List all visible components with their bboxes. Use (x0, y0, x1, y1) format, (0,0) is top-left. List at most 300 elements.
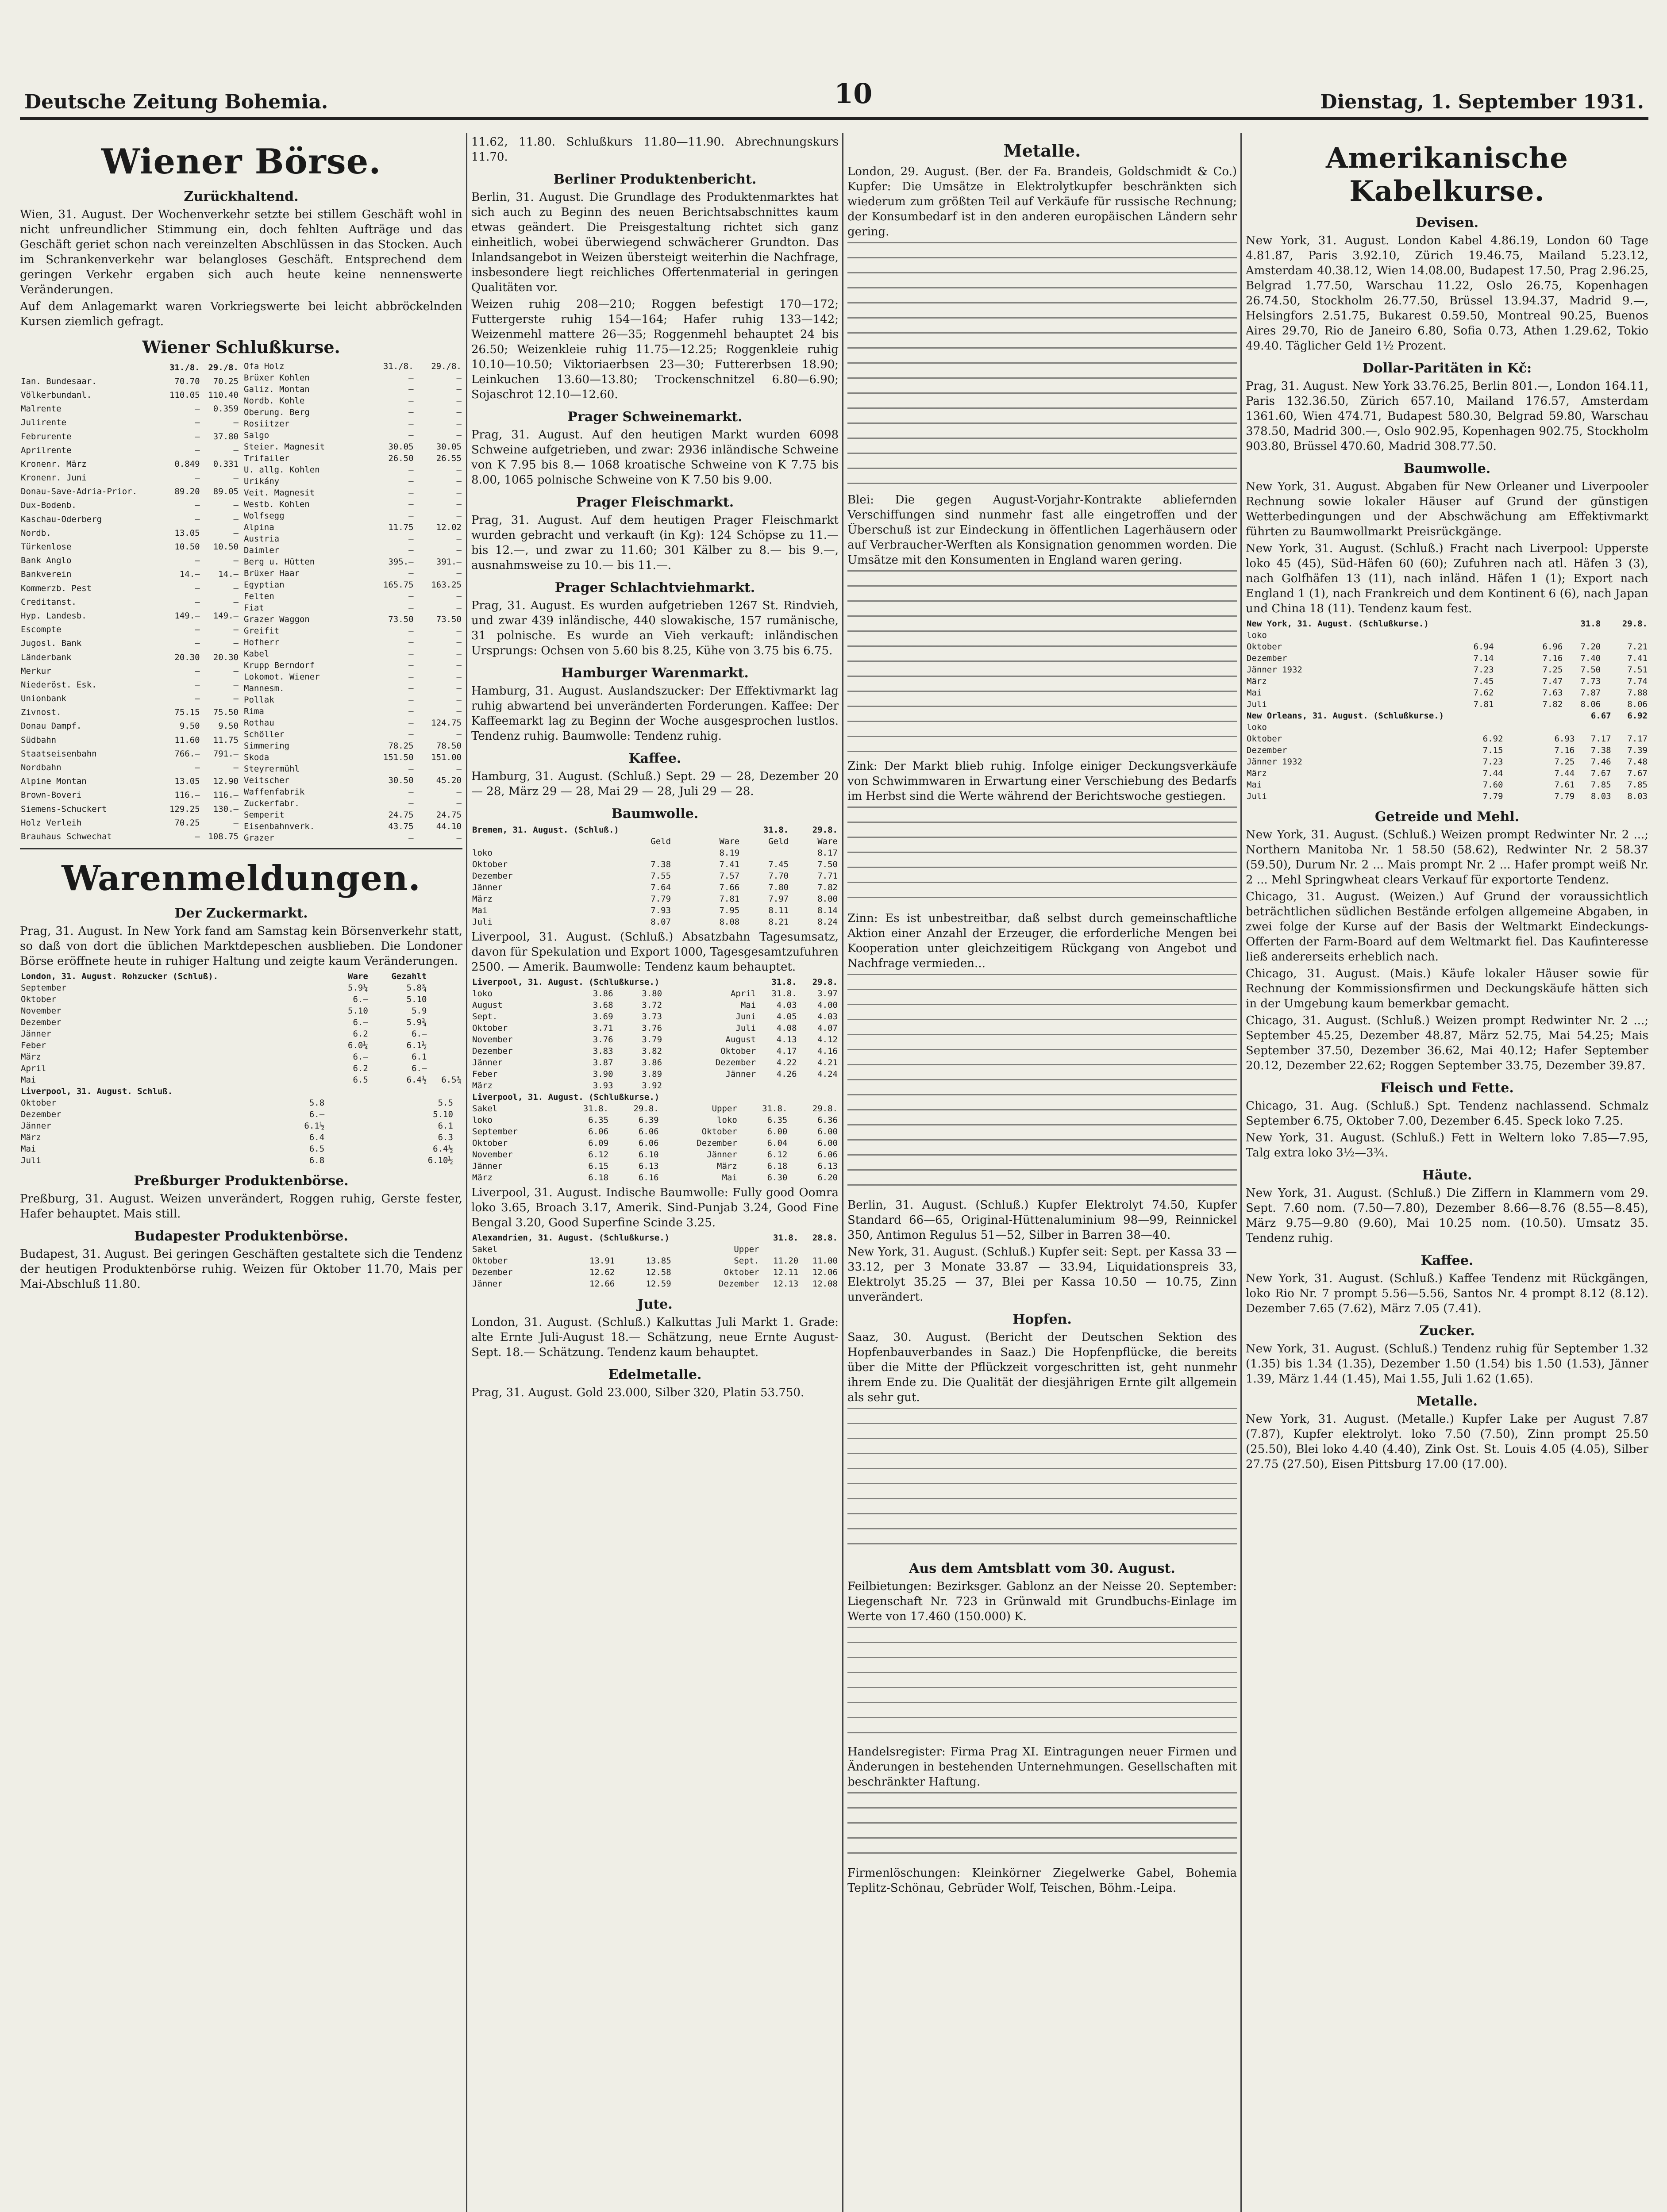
table-cell: 3.69 (593, 1012, 613, 1022)
table-cell: — (408, 373, 414, 383)
table-row (471, 1011, 839, 1022)
table-cell: Veit. Magnesit (244, 488, 315, 498)
table-row (243, 809, 462, 821)
table-header-row (1246, 710, 1648, 722)
table-cell: Krupp Berndorf (244, 661, 315, 670)
article-text: Prag, 31. August. New York 33.76.25, Berlin 801.—, London 164.11, Paris 132.36.50, Zürich 657.10, Mailand 176.57, Amsterdam 1361.60, Wien 474.71, Budapest 580.30, Belgrad 59.80, Warschau 378.50, Madrid 300.—, Oslo 902.95, Kopenhagen 902.75, Stockholm 903.80, Brüssel 470.60, Madrid 308.77.50. (1246, 380, 1648, 453)
table-cell: loko (717, 1115, 737, 1125)
table-cell: Alpina (244, 522, 274, 532)
table-cell: 6.2 (353, 1064, 368, 1073)
table-cell: Mai (1247, 780, 1262, 790)
article-text: 11.62, 11.80. Schlußkurs 11.80—11.90. Abrechnungskurs 11.70. (471, 135, 839, 164)
article-heading: Häute. (1422, 1167, 1472, 1183)
table-cell: 4.03 (776, 1000, 797, 1010)
table-cell: 6.1½ (406, 1041, 427, 1050)
table-cell: Donau Dampf. (21, 721, 82, 731)
table-cell: März (472, 1173, 493, 1183)
table-cell: — (456, 373, 462, 383)
section-title: Metalle. (1003, 141, 1081, 161)
table-cell: 12.02 (436, 522, 462, 532)
table-row (243, 832, 462, 844)
table-cell: — (456, 695, 462, 705)
table-cell: Waffenfabrik (244, 787, 305, 797)
table-cell: Ofa Holz (244, 361, 285, 371)
table-row (243, 740, 462, 752)
article-text: Auf dem Anlagemarkt waren Vorkriegswerte bei leicht abbröckelnden Kursen ziemlich gefragt. (20, 300, 462, 328)
table-cell: 7.25 (1554, 757, 1575, 767)
article-text: Feilbietungen: Bezirksger. Gablonz an der Neisse 20. September: Liegenschaft Nr. 723 in Grünwald mit Grundbuchs-Einlage im Werte von 17.460 (150.000) K. (847, 1580, 1237, 1623)
table-row (243, 476, 462, 487)
article-text: Blei: Die gegen August-Vorjahr-Kontrakte abliefernden Verschiffungen sind nunmehr fast alle eingetroffen und der Überschuß ist zur Eindeckung in öffentlichen Lagerhäusern oder auf Verbraucher-Werften als Konsignation genommen worden. Die Umsätze mit den Konsumenten in England waren gering. (847, 493, 1237, 567)
table-cell: 6.2 (353, 1029, 368, 1039)
table-cell: 89.20 (174, 487, 200, 497)
table-row (20, 775, 239, 788)
table-cell: 6.— (309, 1110, 325, 1119)
table-cell: 7.50 (817, 860, 838, 869)
article-text: Preßburg, 31. August. Weizen unverändert, Roggen ruhig, Gerste fester, Hafer behauptet. Mais still. (20, 1192, 462, 1221)
new-orleans-cotton-table (1246, 710, 1648, 802)
table-cell: Jugosl. Bank (21, 638, 82, 649)
table-cell: Mai (722, 1173, 737, 1183)
table-cell: 4.21 (817, 1058, 838, 1068)
alexandria-cotton-table (471, 1232, 839, 1290)
table-cell: — (408, 430, 414, 440)
table-cell: — (233, 666, 239, 676)
table-cell: — (408, 695, 414, 705)
table-cell: Trifailer (244, 453, 289, 463)
article-text: New York, 31. August. Abgaben für New Orleaner und Liverpooler Rechnung sowie lokaler Häuser auf Grund der günstigen Wetterbedingungen und der Abschwächung am Effektivmarkt führten zu Baumwollmarkt Preisrückgänge. (1246, 480, 1648, 538)
table-cell (1426, 630, 1495, 641)
table-cell: Zivnost. (21, 707, 62, 718)
table-cell: Brauhaus Schwechat (21, 832, 112, 842)
table-cell: — (408, 419, 414, 429)
table-cell: 3.79 (642, 1035, 662, 1045)
table-header-cell: Liverpool, 31. August. Schluß. (21, 1087, 173, 1096)
table-cell: 8.11 (768, 906, 789, 915)
table-header-cell: New Orleans, 31. August. (Schlußkurse.) (1247, 711, 1444, 721)
table-row (20, 568, 239, 581)
article-text: Hamburg, 31. August. (Schluß.) Sept. 29 — 28, Dezember 20 — 28, März 29 — 28, Mai 29 — 28, Juli 29 — 28. (471, 770, 839, 798)
table-row (20, 1155, 462, 1166)
table-row (20, 706, 239, 719)
table-cell: — (233, 583, 239, 593)
table-row (1246, 768, 1648, 779)
table-row (471, 905, 839, 916)
table-cell: 4.22 (776, 1058, 797, 1068)
table-cell: Völkerbundanl. (21, 390, 92, 400)
table-cell: 7.47 (1542, 676, 1563, 686)
table-cell: 4.03 (817, 1012, 838, 1022)
table-cell: 13.05 (174, 528, 200, 538)
table-cell: 70.25 (213, 376, 239, 386)
newspaper-name: Deutsche Zeitung Bohemia. (24, 91, 328, 113)
table-cell: — (195, 763, 200, 773)
article-heading: Prager Schweinemarkt. (567, 409, 743, 425)
table-cell: März (21, 1052, 41, 1062)
table-cell: 5.5 (438, 1098, 453, 1108)
article-text: New York, 31. August. (Schluß.) Weizen prompt Redwinter Nr. 2 ...; Northern Manitoba Nr. 1 58.50 (58.62), Redwinter Nr. 2 58.37 (59.50), Durum Nr. 2 ... Mais prompt Nr. 2 ... Hafer prompt weiß Nr. 2 ... Mehl Springwheat clears Verkauf für exportorte Tendenz. (1246, 828, 1648, 887)
table-row (1246, 630, 1648, 641)
table-cell: Rima (244, 707, 264, 716)
table-cell: loko (472, 989, 493, 998)
table-row (471, 988, 839, 999)
table-cell: — (456, 637, 462, 647)
table-cell: Ware (817, 837, 838, 846)
table-cell: 6.8 (309, 1156, 325, 1165)
table-cell: 11.60 (174, 735, 200, 745)
article-heading: Baumwolle. (611, 806, 699, 822)
table-cell: Dux-Bodenb. (21, 500, 77, 511)
table-cell: 11.00 (812, 1256, 838, 1266)
table-header-row (471, 824, 839, 836)
table-cell: Fiat (244, 603, 264, 613)
table-cell: 7.41 (1627, 653, 1648, 663)
table-cell: September (472, 1127, 518, 1137)
table-cell: Sept. (734, 1256, 759, 1266)
article-text: New York, 31. August. (Schluß.) Fett in Weltern loko 7.85—7.95, Talg extra loko 3½—3¾. (1246, 1131, 1648, 1160)
table-cell: Feber (472, 1069, 498, 1079)
table-cell (740, 847, 789, 859)
article-heading: Der Zuckermarkt. (174, 906, 308, 921)
article-heading: Kaffee. (1421, 1253, 1474, 1268)
table-cell: 129.25 (169, 804, 200, 814)
article-heading: Jute. (637, 1297, 673, 1312)
table-cell: 45.20 (436, 776, 462, 785)
liverpool-sugar-table (20, 1086, 462, 1166)
table-cell: 29.8. (633, 1104, 659, 1114)
article-text: New York, 31. August. (Schluß.) Kupfer seit: Sept. per Kassa 33 — 33.12, per 3 Monate 33.87 — 33.94, Liquidationspreis 33, Elektrolyt 35.25 — 37, Blei per Kassa 10.50 — 10.75, Zinn unverändert. (847, 1245, 1237, 1304)
table-row (243, 614, 462, 625)
illegible-text (847, 974, 1237, 1195)
table-cell: Oktober (1247, 734, 1282, 744)
table-cell: — (456, 661, 462, 670)
article-text: London, 31. August. (Schluß.) Kalkuttas Juli Markt 1. Grade: alte Ernte Juli-August 18.— Schätzung, neue Ernte August-Sept. 18.— Schätzung. Tendenz kaum behauptet. (471, 1316, 839, 1359)
table-cell: — (408, 396, 414, 406)
table-cell: Dezember (21, 1110, 62, 1119)
table-row (243, 533, 462, 545)
table-cell: 6.3 (438, 1133, 453, 1142)
table-cell: U. allg. Kohlen (244, 465, 320, 475)
table-cell: 8.17 (817, 848, 838, 858)
table-row (1246, 664, 1648, 676)
article-text: Hamburg, 31. August. Auslandszucker: Der Effektivmarkt lag ruhig abwartend bei unveränderten Forderungen. Kaffee: Der Kaffeemarkt lag zu Beginn der Woche ausgesprochen lustlos. Tendenz ruhig. Baumwolle: Tendenz ruhig. (471, 684, 839, 743)
table-row (243, 694, 462, 706)
table-cell: — (408, 764, 414, 774)
table-cell: 6.— (353, 1052, 368, 1062)
table-cell: 30.50 (388, 776, 414, 785)
table-cell: 6.10 (638, 1150, 659, 1160)
table-cell: Grazer Waggon (244, 614, 310, 624)
table-cell: — (195, 556, 200, 566)
table-cell: — (408, 637, 414, 647)
table-cell: 7.74 (1627, 676, 1648, 686)
table-row (20, 830, 239, 844)
table-cell: — (408, 672, 414, 682)
table-cell: Jänner (472, 1161, 503, 1171)
table-row (20, 457, 239, 471)
table-cell: Bankverein (21, 569, 72, 580)
table-cell: 7.85 (1590, 780, 1611, 790)
table-cell: Kronenr. Juni (21, 473, 87, 483)
table-cell: — (408, 591, 414, 601)
table-cell: 8.21 (768, 917, 789, 927)
table-cell (454, 1097, 462, 1109)
column-produkte (471, 133, 839, 2212)
table-cell: — (408, 626, 414, 636)
table-cell: 73.50 (388, 614, 414, 624)
table-cell: — (456, 649, 462, 659)
table-cell: 6.96 (1542, 642, 1563, 652)
table-cell: Siemens-Schuckert (21, 804, 107, 814)
table-cell: Jänner (725, 1069, 756, 1079)
table-cell: 7.63 (1542, 688, 1563, 698)
table-cell: 8.03 (1590, 791, 1611, 801)
table-cell: 6.94 (1473, 642, 1494, 652)
table-cell: August (725, 1035, 756, 1045)
table-cell: 151.00 (431, 753, 462, 762)
table-cell: 8.06 (1580, 699, 1601, 709)
table-cell (1575, 722, 1612, 733)
table-row (471, 1034, 839, 1045)
article-text: New York, 31. August. (Metalle.) Kupfer Lake per August 7.87 (7.87), Kupfer elektrolyt. loko 7.50 (7.50), Zinn prompt 25.50 (25.50), Blei loko 4.40 (4.40), Zink Ost. St. Louis 4.05 (4.05), Silber 27.75 (27.50), Eisen Pittsburg 17.00 (17.00). (1246, 1413, 1648, 1471)
table-cell: 7.57 (719, 871, 740, 881)
table-cell: 6.10½ (427, 1156, 453, 1165)
table-cell: Dezember (1247, 653, 1287, 663)
table-cell: 9.50 (179, 721, 200, 731)
table-cell: Steyrermühl (244, 764, 300, 774)
table-cell: 0.359 (213, 404, 239, 414)
table-cell: 10.50 (174, 542, 200, 552)
table-cell: Rothau (244, 718, 274, 728)
table-cell: — (456, 833, 462, 843)
table-cell: 7.23 (1482, 757, 1503, 767)
table-cell: 14.— (179, 569, 200, 580)
table-header-cell: 28.8. (812, 1233, 838, 1243)
table-header-cell: 6.92 (1627, 711, 1648, 721)
article-text: Berlin, 31. August. Die Grundlage des Produktenmarktes hat sich auch zu Beginn des neuen Berichtsabschnittes kaum etwas geändert. Die Preisgestaltung richtet sich ganz einheitlich, wobei überwiegend schwächerer Grundton. Das Inlandsangebot in Weizen übersteigt weiterhin die Nachfrage, insbesondere liegt reichliches Offertenmaterial in geringen Qualitäten vor. (471, 191, 839, 294)
table-row (243, 798, 462, 809)
table-cell: — (195, 514, 200, 524)
article-heading: Aus dem Amtsblatt vom 30. August. (909, 1561, 1175, 1576)
table-cell: Jänner (21, 1121, 51, 1131)
table-cell: Aprilrente (21, 445, 72, 455)
table-cell: — (408, 511, 414, 521)
article-heading: Zucker. (1419, 1323, 1475, 1339)
illegible-text (847, 570, 1237, 756)
table-cell (427, 1040, 462, 1051)
table-cell (798, 1080, 839, 1091)
table-cell: — (233, 818, 239, 828)
table-cell: 3.89 (642, 1069, 662, 1079)
table-cell: — (233, 694, 239, 704)
section-title: Warenmeldungen. (62, 858, 421, 899)
table-cell: 12.59 (646, 1279, 671, 1289)
table-cell: — (456, 545, 462, 555)
table-cell: 7.62 (1473, 688, 1494, 698)
table-cell: 4.13 (776, 1035, 797, 1045)
illegible-text (847, 1627, 1237, 1742)
table-header-cell: 29./8. (208, 362, 239, 373)
table-cell: März (1247, 676, 1267, 686)
table-cell: Grazer (244, 833, 274, 843)
table-row (243, 407, 462, 418)
table-header-cell (20, 361, 162, 374)
divider (20, 848, 462, 849)
table-cell: — (408, 603, 414, 613)
table-cell: Veitscher (244, 776, 289, 785)
table-cell: 116.— (213, 790, 239, 800)
table-cell: 73.50 (436, 614, 462, 624)
table-cell: Mai (740, 1000, 756, 1010)
table-cell: Geld (768, 837, 789, 846)
table-cell: — (233, 528, 239, 538)
table-cell: 6.5¾ (441, 1075, 462, 1085)
table-cell: — (456, 730, 462, 739)
table-cell: 4.16 (817, 1046, 838, 1056)
table-header-cell: 31.8. (771, 977, 797, 987)
table-cell: — (408, 384, 414, 394)
table-row (471, 1137, 839, 1149)
table-cell (454, 1120, 462, 1132)
table-cell: Schöller (244, 730, 285, 739)
table-cell: — (456, 707, 462, 716)
table-cell: Hyp. Landesb. (21, 611, 87, 621)
table-cell: 4.17 (776, 1046, 797, 1056)
table-cell: August (472, 1000, 503, 1010)
table-cell: 12.13 (773, 1279, 799, 1289)
table-cell: 0.849 (174, 459, 200, 469)
table-cell (760, 1244, 800, 1255)
table-cell: 0.331 (213, 459, 239, 469)
table-row (243, 763, 462, 775)
table-cell: Greifit (244, 626, 280, 636)
table-cell: 7.67 (1590, 768, 1611, 778)
table-cell (663, 1080, 757, 1091)
table-cell: 7.17 (1627, 734, 1648, 744)
table-row (20, 760, 239, 774)
table-cell: 7.79 (1554, 791, 1575, 801)
table-cell: 20.30 (213, 652, 239, 662)
table-cell: 75.15 (174, 707, 200, 718)
table-row (20, 1028, 462, 1040)
table-cell: Creditanst. (21, 597, 77, 607)
table-cell: Eisenbahnverk. (244, 822, 315, 831)
table-cell: Dezember (697, 1138, 737, 1148)
table-row (243, 568, 462, 579)
table-cell: Galiz. Montan (244, 384, 310, 394)
table-cell: 12.62 (589, 1267, 615, 1277)
illegible-text (847, 1408, 1237, 1554)
table-cell: — (195, 583, 200, 593)
table-cell: 5.9¼ (348, 983, 368, 993)
table-cell: Egyptian (244, 580, 285, 590)
table-cell: 7.67 (1627, 768, 1648, 778)
table-cell: loko (472, 1115, 493, 1125)
table-cell (471, 836, 603, 847)
table-row (1246, 641, 1648, 653)
table-cell: 766.— (174, 749, 200, 759)
table-row (20, 554, 239, 568)
article-heading: Prager Schlachtviehmarkt. (554, 580, 755, 595)
table-cell: März (21, 1133, 41, 1142)
table-row (1246, 722, 1648, 733)
table-cell: Austria (244, 534, 280, 544)
table-row (243, 510, 462, 522)
table-cell: 24.75 (388, 810, 414, 820)
table-cell: — (456, 534, 462, 544)
table-row (243, 752, 462, 763)
table-cell: 13.85 (646, 1256, 671, 1266)
table-cell: 11.75 (213, 735, 239, 745)
table-cell: 3.68 (593, 1000, 613, 1010)
table-cell: Jänner (21, 1029, 51, 1039)
table-cell: 3.87 (593, 1058, 613, 1068)
table-cell: Oktober (701, 1127, 737, 1137)
table-cell: 70.70 (174, 376, 200, 386)
table-row (471, 1022, 839, 1034)
table-cell: Nordb. (21, 528, 51, 538)
table-header-row (471, 1232, 839, 1244)
table-row (243, 372, 462, 384)
table-row (243, 706, 462, 717)
table-cell: Juli (735, 1023, 756, 1033)
table-cell: Niederöst. Esk. (21, 680, 97, 690)
table-cell: 7.73 (1580, 676, 1601, 686)
table-cell: Sakel (472, 1244, 498, 1254)
table-cell: 7.14 (1473, 653, 1494, 663)
table-row (1246, 733, 1648, 745)
table-cell: 7.60 (1482, 780, 1503, 790)
table-cell: Lokomot. Wiener (244, 672, 320, 682)
table-cell: Länderbank (21, 652, 72, 662)
table-cell: 70.25 (174, 818, 200, 828)
table-cell: 8.03 (1627, 791, 1648, 801)
table-cell: 8.07 (651, 917, 671, 927)
table-cell: 4.08 (776, 1023, 797, 1033)
table-cell: Upper (734, 1244, 759, 1254)
table-cell: Dezember (719, 1279, 759, 1289)
table-cell: November (472, 1150, 513, 1160)
table-cell: 7.71 (817, 871, 838, 881)
table-row (20, 1132, 462, 1143)
table-cell: 7.70 (768, 871, 789, 881)
table-row (471, 999, 839, 1011)
table-row (1246, 687, 1648, 699)
table-cell (454, 1132, 462, 1143)
liverpool-cotton-table (471, 976, 839, 1091)
table-cell: Mai (21, 1075, 36, 1085)
article-text: Chicago, 31. August. (Weizen.) Auf Grund der voraussichtlich beträchtlichen südlichen Bestände erfolgen allgemeine Abgaben, in zwei folge der Kurse auf der Basis der Weltmarkt Eindeckungs-Offerten der Farm-Board auf dem Weltmarkt fiel. Das Kaufinteresse ließ andererseits erheblich nach. (1246, 890, 1648, 964)
table-cell: — (195, 404, 200, 414)
table-header-cell: Bremen, 31. August. (Schluß.) (472, 825, 619, 835)
table-cell: — (408, 476, 414, 486)
table-cell: 116.— (174, 790, 200, 800)
table-cell: 6.35 (767, 1115, 788, 1125)
table-row (243, 786, 462, 798)
liverpool-sakel-table (471, 1091, 839, 1183)
table-cell: 6.1 (438, 1121, 453, 1131)
table-header-cell: 31.8. (773, 1233, 799, 1243)
table-cell: — (456, 419, 462, 429)
table-cell: März (472, 1081, 493, 1091)
article-text: New York, 31. August. (Schluß.) Kaffee Tendenz mit Rückgängen, loko Rio Nr. 7 prompt 5.56—5.56, Santos Nr. 4 prompt 8.12 (8.12). Dezember 7.65 (7.62), März 7.05 (7.41). (1246, 1272, 1648, 1315)
table-cell: Sept. (472, 1012, 498, 1022)
table-cell: 8.14 (817, 906, 838, 915)
table-cell: 7.16 (1542, 653, 1563, 663)
table-cell: November (21, 1006, 62, 1016)
table-cell: — (456, 499, 462, 509)
table-cell: 7.20 (1580, 642, 1601, 652)
